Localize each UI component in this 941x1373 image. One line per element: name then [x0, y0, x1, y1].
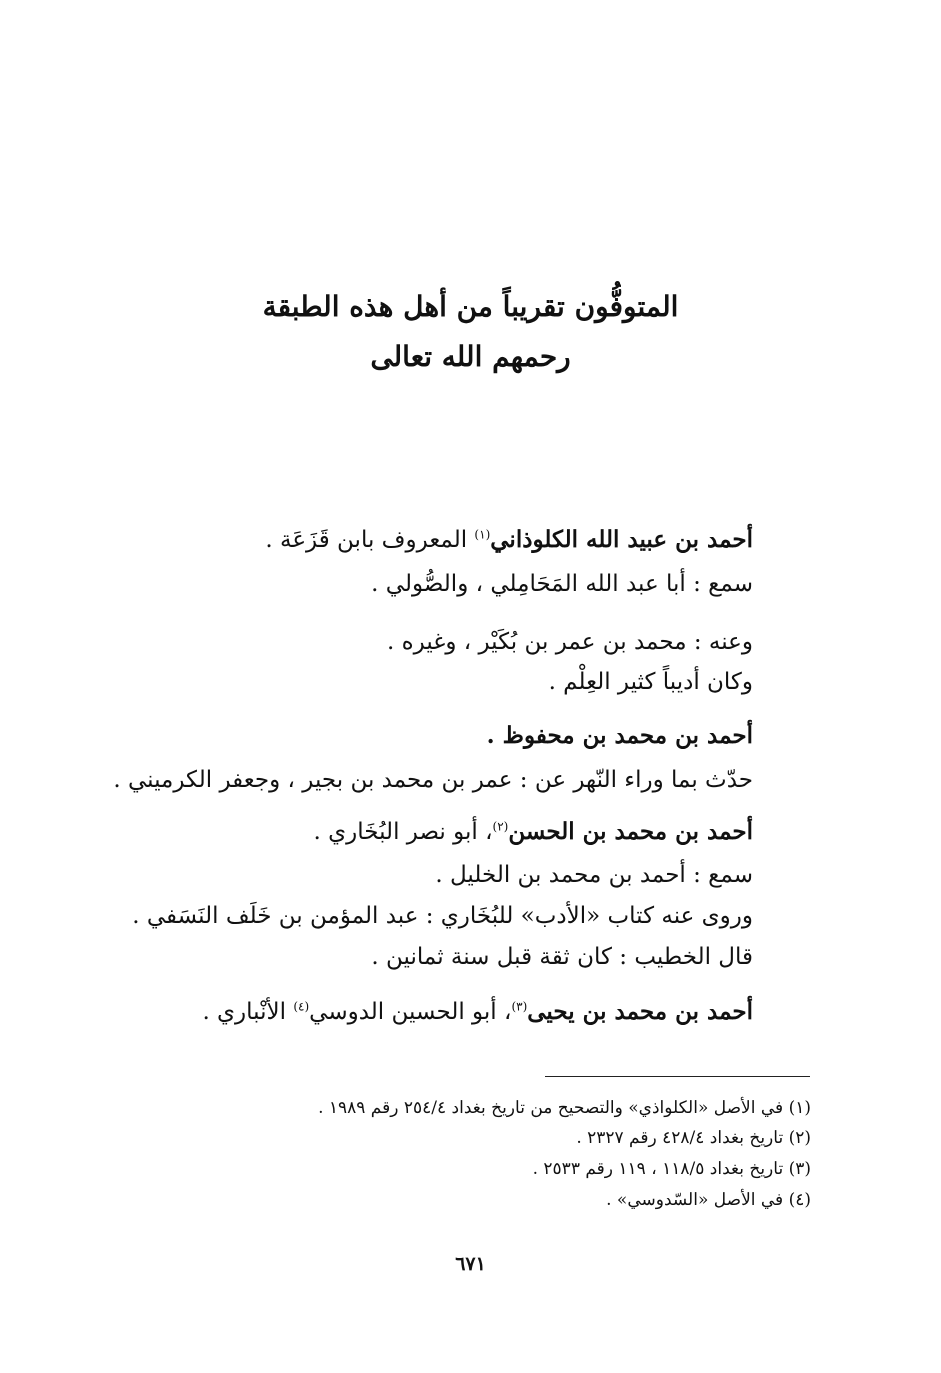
entry-heading [202, 994, 753, 1030]
footnote-ref: (٣) [511, 999, 528, 1014]
entry-name: أحمد بن محمد بن محفوظ . [486, 722, 753, 749]
entry-text-line: قال الخطيب : كان ثقة قبل سنة ثمانين . [371, 944, 753, 970]
footnote-ref: (٤) [293, 999, 310, 1014]
footnote-separator [545, 1076, 810, 1077]
entry-heading [265, 522, 753, 558]
entry-heading-rest: المعروف بابن قَزَعَة . [265, 527, 475, 553]
entry-heading-rest: الأنْباري . [202, 999, 294, 1025]
chapter-heading-line-2: رحمهم الله تعالى [370, 340, 571, 373]
entry-name: أحمد بن محمد بن يحيى [527, 998, 753, 1025]
entry-text-line: وكان أديباً كثير العِلْم . [548, 669, 753, 695]
entry-name: أحمد بن محمد بن الحسن [508, 818, 753, 845]
footnote: (٢) تاريخ بغداد ٤٢٨/٤ رقم ٢٣٢٧ . [576, 1128, 811, 1148]
entry-text-line: سمع : أحمد بن محمد بن الخليل . [435, 862, 753, 888]
footnote: (٤) في الأصل «السّدوسي» . [606, 1190, 811, 1210]
footnote-ref: (٢) [492, 819, 509, 834]
entry-heading-rest: ، أبو الحسين الدوسي [309, 999, 512, 1025]
entry-text-line: وروى عنه كتاب «الأدب» للبُخَاري : عبد المؤمن بن خَلَف النَسَفي . [132, 903, 753, 929]
entry-text-line: حدّث بما وراء النّهر عن : عمر بن محمد بن بجير ، وجعفر الكرميني . [113, 767, 753, 793]
entry-heading [314, 814, 753, 850]
entry-name: أحمد بن عبيد الله الكلوذاني [490, 526, 753, 553]
footnote: (١) في الأصل «الكلواذي» والتصحيح من تاريخ بغداد ٢٥٤/٤ رقم ١٩٨٩ . [318, 1098, 811, 1118]
page-number: ٦٧١ [455, 1253, 486, 1275]
footnote: (٣) تاريخ بغداد ١١٨/٥ ، ١١٩ رقم ٢٥٣٣ . [532, 1159, 811, 1179]
footnote-ref: (١) [474, 527, 491, 542]
chapter-heading-line-1: المتوفُّون تقريباً من أهل هذه الطبقة [262, 290, 679, 323]
entry-heading-rest: ، أبو نصر البُخَاري . [313, 819, 493, 845]
entry-heading [487, 718, 753, 754]
entry-text-line: سمع : أبا عبد الله المَحَامِلي ، والصُّولي . [371, 571, 753, 597]
entry-text-line: وعنه : محمد بن عمر بن بُكَيْر ، وغيره . [386, 629, 753, 655]
